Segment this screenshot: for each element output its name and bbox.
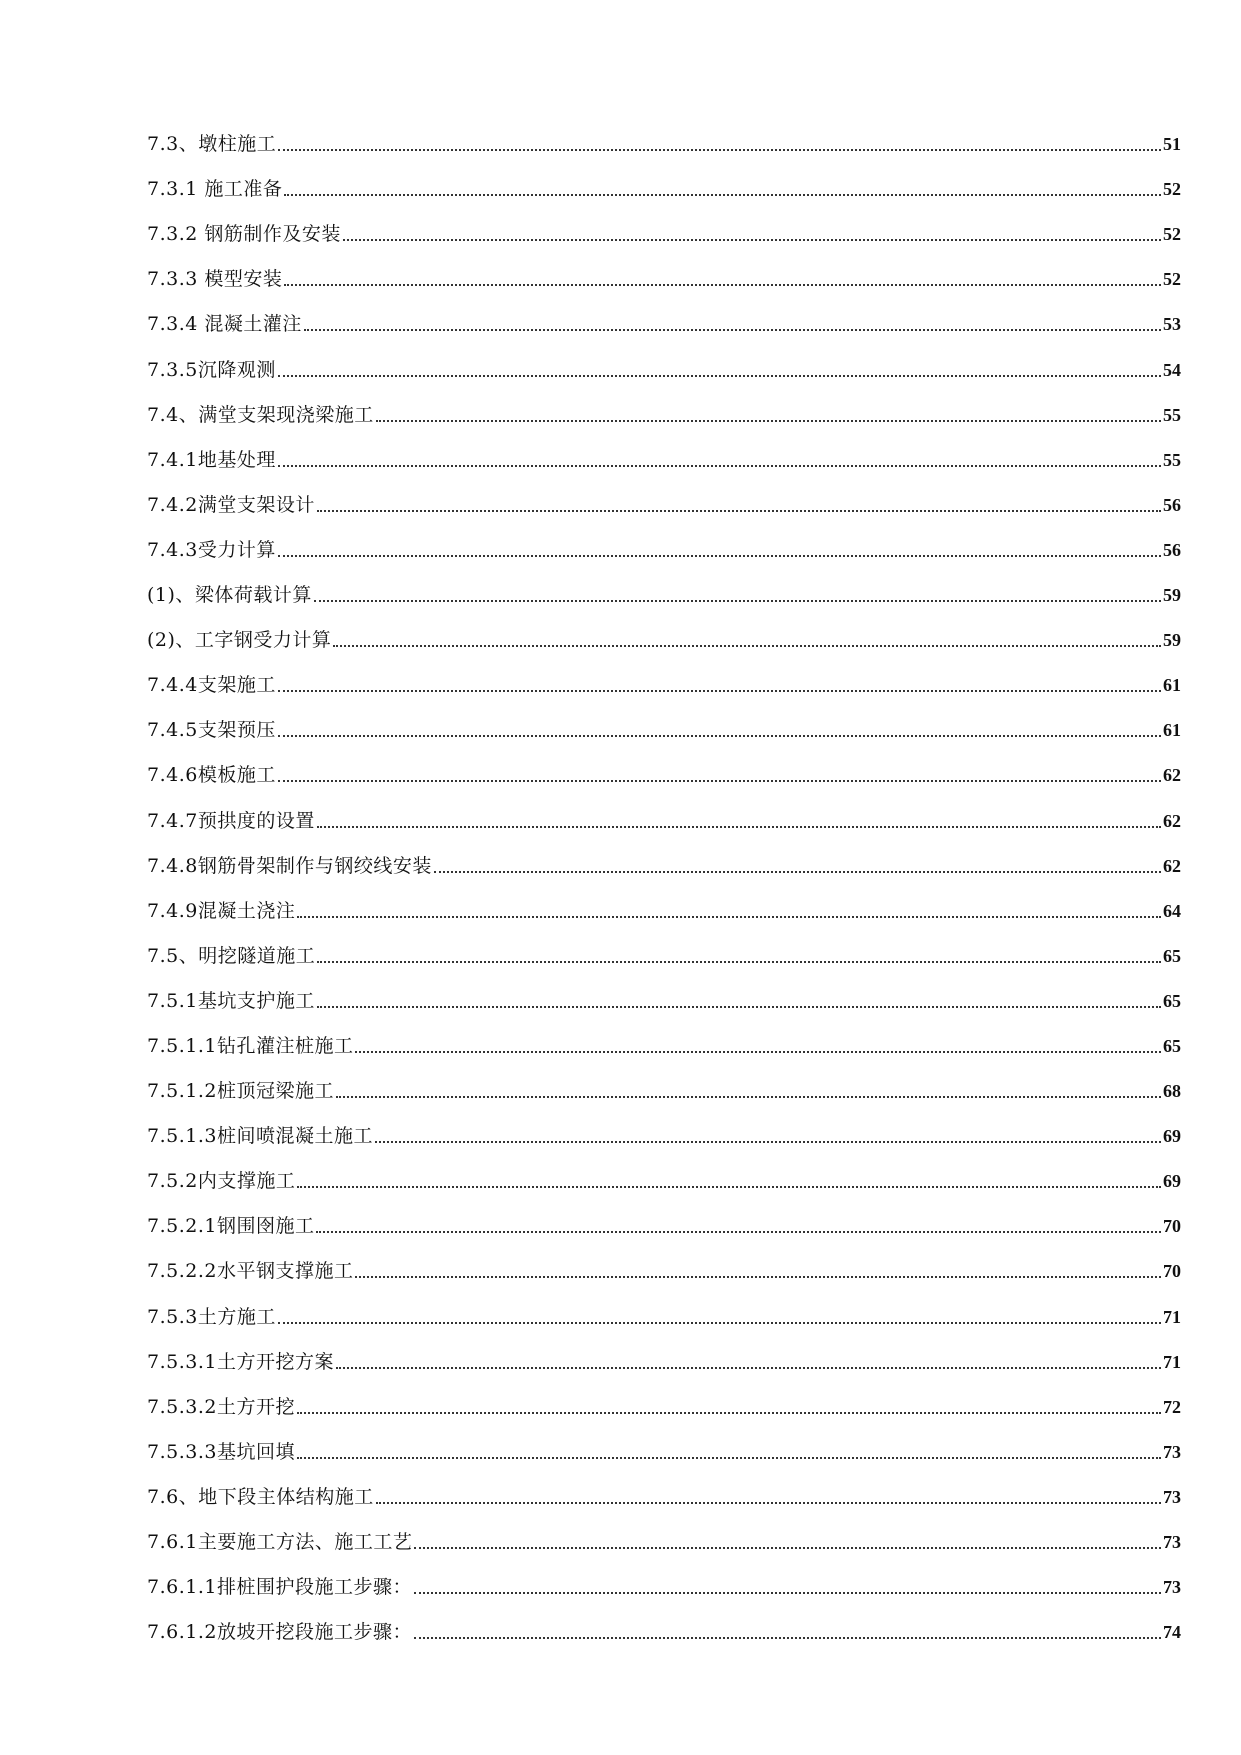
- toc-entry[interactable]: [147, 889, 1181, 934]
- toc-entry[interactable]: [147, 257, 1181, 302]
- dot-leader: [278, 375, 1161, 377]
- dot-leader: [336, 1367, 1161, 1369]
- toc-entry[interactable]: [147, 1159, 1181, 1204]
- dot-leader: [278, 465, 1161, 467]
- dot-leader: [278, 149, 1161, 151]
- toc-entry-title: 7.4.8钢筋骨架制作与钢绞线安装: [147, 854, 432, 877]
- toc-entry-title: 7.4.1地基处理: [147, 448, 276, 471]
- toc-entry-title: 7.4.9混凝土浇注: [147, 899, 296, 922]
- toc-entry-page-number: 70: [1163, 1216, 1181, 1237]
- toc-entry-title: 7.3、墩柱施工: [147, 133, 277, 156]
- dot-leader: [414, 1637, 1161, 1639]
- table-of-contents: [147, 122, 1181, 1655]
- toc-entry[interactable]: [147, 618, 1181, 663]
- toc-entry-title: 7.5.2.2水平钢支撑施工: [147, 1260, 354, 1283]
- toc-entry-page-number: 64: [1163, 900, 1181, 921]
- toc-entry-title: 7.4.6模板施工: [147, 764, 276, 787]
- toc-entry[interactable]: [147, 1204, 1181, 1249]
- toc-entry-page-number: 65: [1163, 1035, 1181, 1056]
- toc-entry-page-number: 65: [1163, 990, 1181, 1011]
- toc-entry-page-number: 54: [1163, 359, 1181, 380]
- toc-entry[interactable]: [147, 302, 1181, 347]
- toc-entry-page-number: 73: [1163, 1441, 1181, 1462]
- toc-entry[interactable]: [147, 844, 1181, 889]
- toc-entry[interactable]: [147, 573, 1181, 618]
- dot-leader: [284, 284, 1161, 286]
- toc-entry-title: 7.5.1.1钻孔灌注桩施工: [147, 1034, 354, 1057]
- dot-leader: [297, 1412, 1161, 1414]
- toc-entry-page-number: 68: [1163, 1081, 1181, 1102]
- dot-leader: [278, 1322, 1161, 1324]
- toc-entry-title: 7.6.1.2放坡开挖段施工步骤：: [147, 1621, 412, 1644]
- toc-entry[interactable]: [147, 934, 1181, 979]
- dot-leader: [314, 600, 1161, 602]
- dot-leader: [297, 916, 1161, 918]
- toc-entry-title: 7.4.4支架施工: [147, 674, 276, 697]
- toc-entry-title: 7.4.5支架预压: [147, 719, 276, 742]
- dot-leader: [376, 420, 1161, 422]
- dot-leader: [414, 1592, 1161, 1594]
- dot-leader: [375, 1141, 1161, 1143]
- toc-entry[interactable]: [147, 438, 1181, 483]
- toc-entry[interactable]: [147, 167, 1181, 212]
- toc-entry-title: 7.4.2满堂支架设计: [147, 493, 315, 516]
- toc-entry[interactable]: [147, 753, 1181, 798]
- toc-entry-title: 7.6.1.1排桩围护段施工步骤：: [147, 1576, 412, 1599]
- dot-leader: [317, 826, 1161, 828]
- toc-entry[interactable]: [147, 1520, 1181, 1565]
- toc-entry-page-number: 73: [1163, 1486, 1181, 1507]
- toc-entry-title: 7.5.1.3桩间喷混凝土施工: [147, 1125, 373, 1148]
- dot-leader: [297, 1457, 1161, 1459]
- toc-entry-page-number: 73: [1163, 1532, 1181, 1552]
- toc-entry-title: 7.3.1 施工准备: [147, 178, 283, 201]
- toc-entry[interactable]: [147, 122, 1181, 167]
- toc-entry[interactable]: [147, 1430, 1181, 1475]
- toc-entry[interactable]: [147, 212, 1181, 257]
- toc-entry[interactable]: [147, 483, 1181, 528]
- toc-entry[interactable]: [147, 979, 1181, 1024]
- toc-entry-page-number: 52: [1163, 179, 1181, 200]
- toc-entry[interactable]: [147, 798, 1181, 843]
- toc-entry-page-number: 73: [1163, 1577, 1181, 1598]
- dot-leader: [284, 194, 1161, 196]
- dot-leader: [376, 1502, 1161, 1504]
- dot-leader: [278, 555, 1161, 557]
- toc-entry-title: 7.5.3土方施工: [147, 1305, 276, 1328]
- dot-leader: [316, 1231, 1161, 1233]
- toc-entry[interactable]: [147, 1610, 1181, 1655]
- toc-entry-title: (2)、工字钢受力计算: [147, 629, 332, 652]
- toc-entry-page-number: 65: [1163, 945, 1181, 966]
- toc-entry[interactable]: [147, 708, 1181, 753]
- toc-entry-page-number: 69: [1163, 1171, 1181, 1192]
- toc-entry-page-number: 70: [1163, 1261, 1181, 1282]
- dot-leader: [333, 645, 1161, 647]
- toc-entry-page-number: 61: [1163, 675, 1181, 696]
- toc-entry[interactable]: [147, 1340, 1181, 1385]
- toc-entry-page-number: 61: [1163, 720, 1181, 741]
- toc-entry-page-number: 62: [1163, 765, 1181, 786]
- toc-entry-page-number: 59: [1163, 630, 1181, 651]
- dot-leader: [414, 1547, 1161, 1549]
- toc-entry-title: 7.5.3.3基坑回填: [147, 1440, 295, 1463]
- dot-leader: [434, 871, 1161, 873]
- toc-entry-title: 7.4.7预拱度的设置: [147, 809, 315, 832]
- toc-entry-title: 7.4.3受力计算: [147, 538, 276, 561]
- toc-entry[interactable]: [147, 1249, 1181, 1294]
- toc-entry[interactable]: [147, 347, 1181, 392]
- toc-entry-title: 7.3.3 模型安装: [147, 268, 283, 291]
- toc-entry-page-number: 55: [1163, 449, 1181, 470]
- dot-leader: [278, 690, 1161, 692]
- toc-entry-page-number: 56: [1163, 539, 1181, 560]
- toc-entry-title: 7.5、明挖隧道施工: [147, 944, 316, 967]
- toc-entry-page-number: 71: [1163, 1351, 1181, 1372]
- toc-entry-page-number: 71: [1163, 1306, 1181, 1327]
- toc-entry-page-number: 52: [1163, 224, 1181, 245]
- toc-entry-page-number: 52: [1163, 269, 1181, 290]
- dot-leader: [304, 329, 1161, 331]
- toc-entry-title: 7.5.3.2土方开挖: [147, 1395, 295, 1418]
- toc-entry-page-number: 62: [1163, 855, 1181, 876]
- toc-entry-title: 7.5.2内支撑施工: [147, 1170, 296, 1193]
- toc-entry-page-number: 55: [1163, 404, 1181, 425]
- toc-entry-title: 7.3.5沉降观测: [147, 358, 276, 381]
- toc-entry-title: 7.6、地下段主体结构施工: [147, 1485, 374, 1508]
- toc-entry-page-number: 74: [1163, 1622, 1181, 1643]
- toc-entry[interactable]: [147, 1114, 1181, 1159]
- toc-entry[interactable]: [147, 528, 1181, 573]
- toc-entry-title: 7.6.1主要施工方法、施工工艺: [147, 1531, 413, 1553]
- dot-leader: [343, 239, 1161, 241]
- toc-entry-title: 7.5.1基坑支护施工: [147, 989, 315, 1012]
- toc-entry-page-number: 51: [1163, 134, 1181, 155]
- dot-leader: [336, 1096, 1161, 1098]
- toc-entry-page-number: 59: [1163, 585, 1181, 606]
- toc-entry-title: 7.3.2 钢筋制作及安装: [147, 223, 341, 246]
- toc-entry-title: 7.5.2.1钢围囹施工: [147, 1215, 315, 1238]
- dot-leader: [317, 510, 1161, 512]
- toc-entry[interactable]: [147, 1475, 1181, 1520]
- dot-leader: [297, 1186, 1161, 1188]
- toc-entry-page-number: 53: [1163, 314, 1181, 335]
- dot-leader: [355, 1276, 1161, 1278]
- toc-entry-page-number: 72: [1163, 1396, 1181, 1417]
- toc-entry[interactable]: [147, 1069, 1181, 1114]
- toc-entry-title: (1)、梁体荷载计算: [147, 584, 312, 607]
- toc-entry[interactable]: [147, 1385, 1181, 1430]
- toc-entry-title: 7.5.3.1土方开挖方案: [147, 1350, 334, 1373]
- toc-entry[interactable]: [147, 1565, 1181, 1610]
- toc-entry[interactable]: [147, 663, 1181, 708]
- dot-leader: [278, 735, 1161, 737]
- dot-leader: [355, 1051, 1161, 1053]
- toc-entry-title: 7.5.1.2桩顶冠梁施工: [147, 1080, 334, 1103]
- toc-entry[interactable]: [147, 1294, 1181, 1339]
- toc-entry[interactable]: [147, 393, 1181, 438]
- dot-leader: [317, 961, 1161, 963]
- dot-leader: [317, 1006, 1161, 1008]
- toc-entry-page-number: 62: [1163, 810, 1181, 831]
- toc-entry[interactable]: [147, 1024, 1181, 1069]
- toc-entry-page-number: 69: [1163, 1126, 1181, 1147]
- toc-entry-title: 7.4、满堂支架现浇梁施工: [147, 403, 374, 426]
- dot-leader: [278, 780, 1161, 782]
- toc-entry-page-number: 56: [1163, 494, 1181, 515]
- toc-entry-title: 7.3.4 混凝土灌注: [147, 313, 302, 336]
